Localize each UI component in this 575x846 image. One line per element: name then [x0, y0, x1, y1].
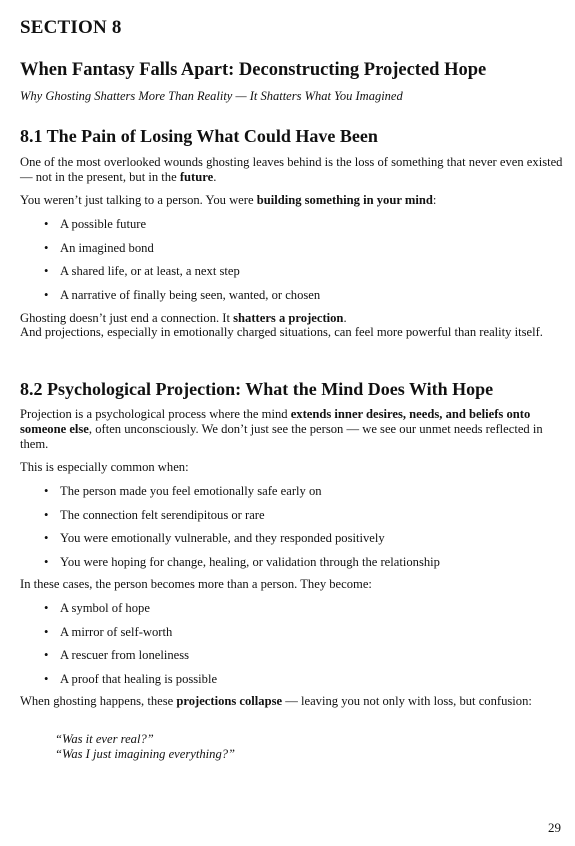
bullet-icon: •: [44, 287, 49, 302]
list-item: • A narrative of finally being seen, wanted, or chosen: [44, 287, 321, 302]
quote-line: “Was it ever real?”: [55, 732, 154, 746]
paragraph: Ghosting doesn’t just end a connection. It shatters a projection.: [20, 311, 347, 325]
list-item: • A rescuer from loneliness: [44, 648, 190, 662]
list-item: • The person made you feel emotionally safe early on: [44, 484, 322, 498]
paragraph: When ghosting happens, these projections collapse — leaving you not only with loss, but confusion:: [20, 694, 532, 708]
chapter-subtitle: Why Ghosting Shatters More Than Reality — It Shatters What You Imagined: [20, 89, 403, 103]
paragraph: You weren’t just talking to a person. You were building something in your mind:: [20, 193, 437, 207]
list-item: • An imagined bond: [44, 240, 154, 255]
list-item: • A proof that healing is possible: [44, 671, 218, 686]
bullet-icon: •: [44, 554, 49, 569]
paragraph: This is especially common when:: [20, 460, 189, 474]
bullet-icon: •: [44, 484, 49, 498]
page-number: 29: [548, 820, 561, 835]
section-label: SECTION 8: [20, 17, 122, 38]
chapter-title: When Fantasy Falls Apart: Deconstructing Projected Hope: [20, 60, 487, 80]
bullet-icon: •: [44, 648, 49, 662]
bullet-icon: •: [44, 624, 49, 639]
quote-line: “Was I just imagining everything?”: [55, 747, 236, 761]
list-item: • The connection felt serendipitous or rare: [44, 507, 265, 522]
bullet-list: [20, 484, 560, 578]
bullet-icon: •: [44, 507, 49, 522]
bullet-icon: •: [44, 531, 49, 545]
bullet-icon: •: [44, 240, 49, 255]
paragraph: In these cases, the person becomes more than a person. They become:: [20, 577, 372, 591]
bullet-list: [20, 601, 560, 695]
bullet-icon: •: [44, 264, 49, 278]
list-item: • You were hoping for change, healing, or validation through the relationship: [44, 554, 440, 569]
paragraph: One of the most overlooked wounds ghosting leaves behind is the loss of something that never even existed — not in the present, but in the future.: [20, 155, 563, 184]
bullet-list: [20, 217, 560, 311]
list-item: • A symbol of hope: [44, 601, 150, 615]
list-item: • A mirror of self-worth: [44, 624, 173, 639]
list-item: • A shared life, or at least, a next step: [44, 264, 240, 278]
bullet-icon: •: [44, 601, 49, 615]
paragraph: Projection is a psychological process where the mind extends inner desires, needs, and beliefs onto someone else, often unconsciously. We don’t just see the person — we see our unmet needs reflected in them.: [20, 407, 543, 451]
bullet-icon: •: [44, 671, 49, 686]
section-heading-8-2: 8.2 Psychological Projection: What the Mind Does With Hope: [20, 379, 494, 399]
bullet-icon: •: [44, 217, 49, 231]
section-heading-8-1: 8.1 The Pain of Losing What Could Have Been: [20, 126, 378, 146]
list-item: • A possible future: [44, 217, 147, 231]
paragraph: And projections, especially in emotionally charged situations, can feel more powerful than reality itself.: [20, 325, 543, 339]
list-item: • You were emotionally vulnerable, and they responded positively: [44, 531, 385, 545]
